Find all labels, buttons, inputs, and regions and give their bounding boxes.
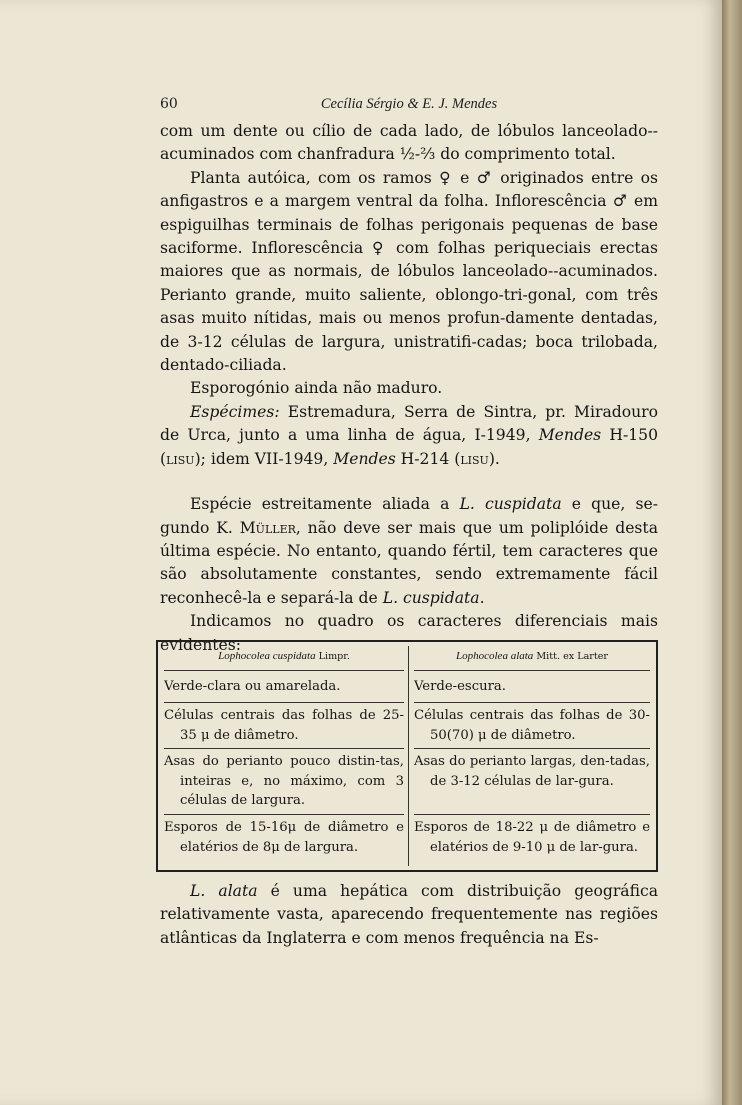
specimens-label: Espécimes:: [190, 402, 280, 421]
header-species: Lophocolea cuspidata: [218, 650, 316, 662]
specimens-text-b: H-150 (: [160, 426, 658, 468]
table-cell: [414, 815, 650, 865]
running-title: Cecília Sérgio & E. J. Mendes: [320, 96, 498, 112]
cell-text: Esporos de 15-16μ de diâmetro e elatérios de 8μ de largura.: [164, 820, 404, 855]
table-cell: [164, 703, 404, 749]
herbarium-2: lisu: [460, 449, 489, 468]
table-cell: [164, 749, 404, 815]
column-header-alata: [414, 650, 650, 671]
species-ref-1: L. cuspidata: [459, 495, 562, 514]
column-header-cuspidata: [164, 650, 404, 671]
table-divider: [408, 646, 409, 866]
author-name: Müller: [239, 518, 296, 537]
cell-text: Asas do perianto pouco distin-tas, inteiras e, no máximo, com 3 células de largura.: [164, 754, 404, 808]
table-cell: [164, 672, 404, 703]
comparison-text-d: .: [479, 588, 485, 607]
page-number: 60: [160, 96, 178, 112]
header-species: Lophocolea alata: [456, 650, 534, 662]
comparison-text-a: Espécie estreitamente aliada a: [190, 495, 460, 514]
specimens-text-a: Estremadura, Serra de Sintra, pr. Miradouro de Urca, junto a uma linha de água, I-1949,: [160, 402, 658, 445]
cell-text: Verde-clara ou amarelada.: [164, 679, 341, 694]
paragraph-table-intro: Indicamos no quadro os caracteres diferenciais mais evidentes:: [160, 612, 658, 654]
body-text-after-table: [160, 880, 658, 950]
cell-text: Asas do perianto largas, den-tadas, de 3-12 células de lar-gura.: [414, 754, 650, 789]
species-ref-3: L. alata: [190, 882, 258, 900]
paragraph-comparison: [160, 493, 658, 610]
cell-text: Células centrais das folhas de 30-50(70) μ de diâmetro.: [414, 708, 650, 743]
header-author: Mitt. ex Larter: [533, 651, 608, 662]
comparison-text-b: e que, se-gundo K.: [160, 495, 658, 537]
table-column-cuspidata: [164, 642, 404, 870]
comparison-text-c: , não deve ser mais que um poliplóide desta última espécie. No entanto, quando fértil, tem caracteres que são absolutamente constantes, sendo extremamente fácil reconhecê-la e separá-la de: [160, 518, 658, 607]
table-cell: [414, 749, 650, 815]
body-text: [160, 120, 658, 657]
collector-1: Mendes: [538, 426, 602, 445]
comparison-table: [156, 640, 658, 872]
specimens-text-e: ).: [488, 449, 500, 468]
table-cell: [414, 703, 650, 749]
paragraph-distribution: [160, 880, 658, 950]
header-author: Limpr.: [315, 651, 350, 662]
paragraph-sporophyte: Esporogónio ainda não maduro.: [190, 379, 443, 398]
table-cell: [164, 815, 404, 865]
cell-text: Verde-escura.: [414, 679, 506, 694]
distribution-text: é uma hepática com distribuição geográfica relativamente vasta, aparecendo frequentemente nas regiões atlânticas da Inglaterra e com menos frequência na Es-: [160, 882, 658, 947]
herbarium-1: lisu: [166, 449, 195, 468]
collector-2: Mendes: [333, 449, 396, 468]
paragraph-plant: Planta autóica, com os ramos ♀ e ♂ originados entre os anfigastros e a margem ventral da folha. Inflorescência ♂ em espiguilhas terminais de folhas perigonais pequenas de base saciforme. Inflorescência ♀ com folhas periqueciais erectas maiores que as normais, de lóbulos lanceolado--acuminados. Perianto grande, muito saliente, oblongo-tri-gonal, com três asas muito nítidas, mais ou menos profun-damente dentadas, de 3-12 células de largura, unistratifi-cadas; boca trilobada, dentado-ciliada.: [160, 168, 658, 375]
specimens-text-c: ); idem VII-1949,: [194, 449, 334, 468]
cell-text: Células centrais das folhas de 25-35 μ de diâmetro.: [164, 708, 404, 743]
paragraph-leaves: com um dente ou cílio de cada lado, de lóbulos lanceolado--acuminados com chanfradura ½-⅔ do comprimento total.: [160, 122, 658, 164]
cell-text: Esporos de 18-22 μ de diâmetro e elatérios de 9-10 μ de lar-gura.: [414, 820, 650, 855]
paragraph-specimens: [160, 401, 658, 471]
table-cell: [414, 672, 650, 703]
table-column-alata: [414, 642, 650, 870]
page-edge: [722, 0, 742, 1105]
specimens-text-d: H-214 (: [395, 449, 461, 468]
species-ref-2: L. cuspidata: [382, 588, 480, 607]
